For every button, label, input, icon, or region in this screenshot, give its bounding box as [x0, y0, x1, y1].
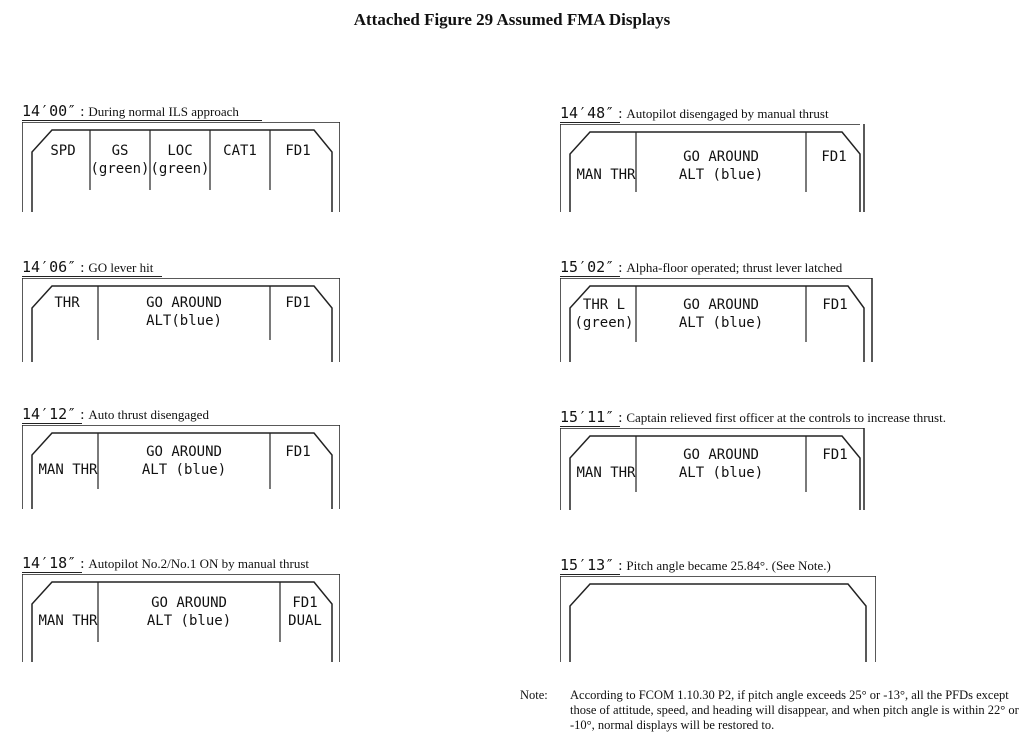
- fma-panel-1448: [560, 104, 876, 212]
- fma-cell-fd: FD1: [285, 444, 311, 460]
- fma-cell-vertical: GO AROUND ALT (blue): [141, 444, 227, 478]
- figure-title: Attached Figure 29 Assumed FMA Displays: [353, 10, 671, 29]
- fma-cell-thrust: THR: [54, 295, 80, 311]
- fma-panel-1406: [22, 258, 340, 362]
- fma-cell-vertical: GS (green): [90, 143, 150, 177]
- fma-frame-blank: [560, 576, 876, 662]
- fma-panel-1400: [22, 102, 340, 212]
- panel-description: GO lever hit: [88, 260, 154, 275]
- fma-cell-thrust: MAN THR: [38, 462, 98, 478]
- panel-label: 15′11″ : Captain relieved first officer at the controls to increase thrust.: [560, 408, 946, 426]
- fma-panel-1513: [560, 556, 876, 662]
- fma-panel-1502: [560, 258, 876, 362]
- panel-description: Autopilot disengaged by manual thrust: [626, 106, 829, 121]
- fma-cell-lateral: LOC (green): [150, 143, 210, 177]
- fma-cell-vertical: GO AROUND ALT (blue): [678, 149, 764, 183]
- fma-frame: [22, 425, 340, 509]
- fma-cell-approach: CAT1: [223, 143, 257, 159]
- panel-time: 15′11″: [560, 408, 615, 426]
- panel-time: 15′13″: [560, 556, 615, 574]
- fma-frame: [22, 574, 340, 662]
- fma-frame: [560, 278, 876, 362]
- fma-frame: [22, 122, 340, 212]
- fma-cell-thrust: SPD: [50, 143, 76, 159]
- note-text: According to FCOM 1.10.30 P2, if pitch angle exceeds 25° or -13°, all the PFDs except those of attitude, speed, and heading will disappear, and when pitch angle is within 22° or -10°, normal displays will be restored to.: [570, 688, 1019, 732]
- fma-cell-fd: FD1: [821, 149, 847, 165]
- panel-time: 14′00″: [22, 102, 77, 120]
- panel-description: Alpha-floor operated; thrust lever latched: [626, 260, 843, 275]
- panel-time: 15′02″: [560, 258, 615, 276]
- fma-cell-fd: FD1: [285, 295, 311, 311]
- panel-time: 14′18″: [22, 554, 77, 572]
- panel-description: Autopilot No.2/No.1 ON by manual thrust: [88, 556, 309, 571]
- fma-frame: [560, 124, 876, 212]
- panel-description: Captain relieved first officer at the controls to increase thrust.: [626, 410, 946, 425]
- panel-description: During normal ILS approach: [88, 104, 239, 119]
- fma-cell-vertical: GO AROUND ALT (blue): [678, 297, 764, 331]
- fma-panel-1511: [560, 408, 946, 510]
- panel-label: 15′02″ : Alpha-floor operated; thrust lever latched: [560, 258, 843, 276]
- fma-frame: [560, 428, 876, 510]
- fma-cell-thrust: MAN THR: [38, 613, 98, 629]
- fma-cell-fd: FD1: [822, 447, 848, 463]
- panel-description: Auto thrust disengaged: [88, 407, 209, 422]
- fma-cell-thrust: MAN THR: [576, 465, 636, 481]
- fma-cell-vertical: GO AROUND ALT(blue): [146, 295, 222, 329]
- fma-cell-fd: FD1: [822, 297, 848, 313]
- note-label: Note:: [520, 688, 548, 702]
- panel-label: 14′48″ : Autopilot disengaged by manual thrust: [560, 104, 829, 122]
- fma-frame: [22, 278, 340, 362]
- fma-cell-vertical: GO AROUND ALT (blue): [146, 595, 232, 629]
- fma-cell-fd: FD1: [285, 143, 311, 159]
- fma-panel-1418: [22, 554, 340, 662]
- panel-label: 14′18″ : Autopilot No.2/No.1 ON by manual thrust: [22, 554, 309, 572]
- panel-time: 14′06″: [22, 258, 77, 276]
- fma-cell-thrust: MAN THR: [576, 167, 636, 183]
- panel-label: 14′12″ : Auto thrust disengaged: [22, 405, 209, 423]
- panel-label: 14′00″ : During normal ILS approach: [22, 102, 239, 120]
- fma-cell-thrust: THR L (green): [574, 297, 634, 331]
- panel-description: Pitch angle became 25.84°. (See Note.): [626, 558, 831, 573]
- fma-cell-fd: FD1 DUAL: [288, 595, 322, 629]
- panel-time: 14′48″: [560, 104, 615, 122]
- panel-label: 14′06″ : GO lever hit: [22, 258, 154, 276]
- fma-panel-1412: [22, 405, 340, 509]
- panel-label: 15′13″ : Pitch angle became 25.84°. (See Note.): [560, 556, 831, 574]
- fma-cell-vertical: GO AROUND ALT (blue): [678, 447, 764, 481]
- panel-time: 14′12″: [22, 405, 77, 423]
